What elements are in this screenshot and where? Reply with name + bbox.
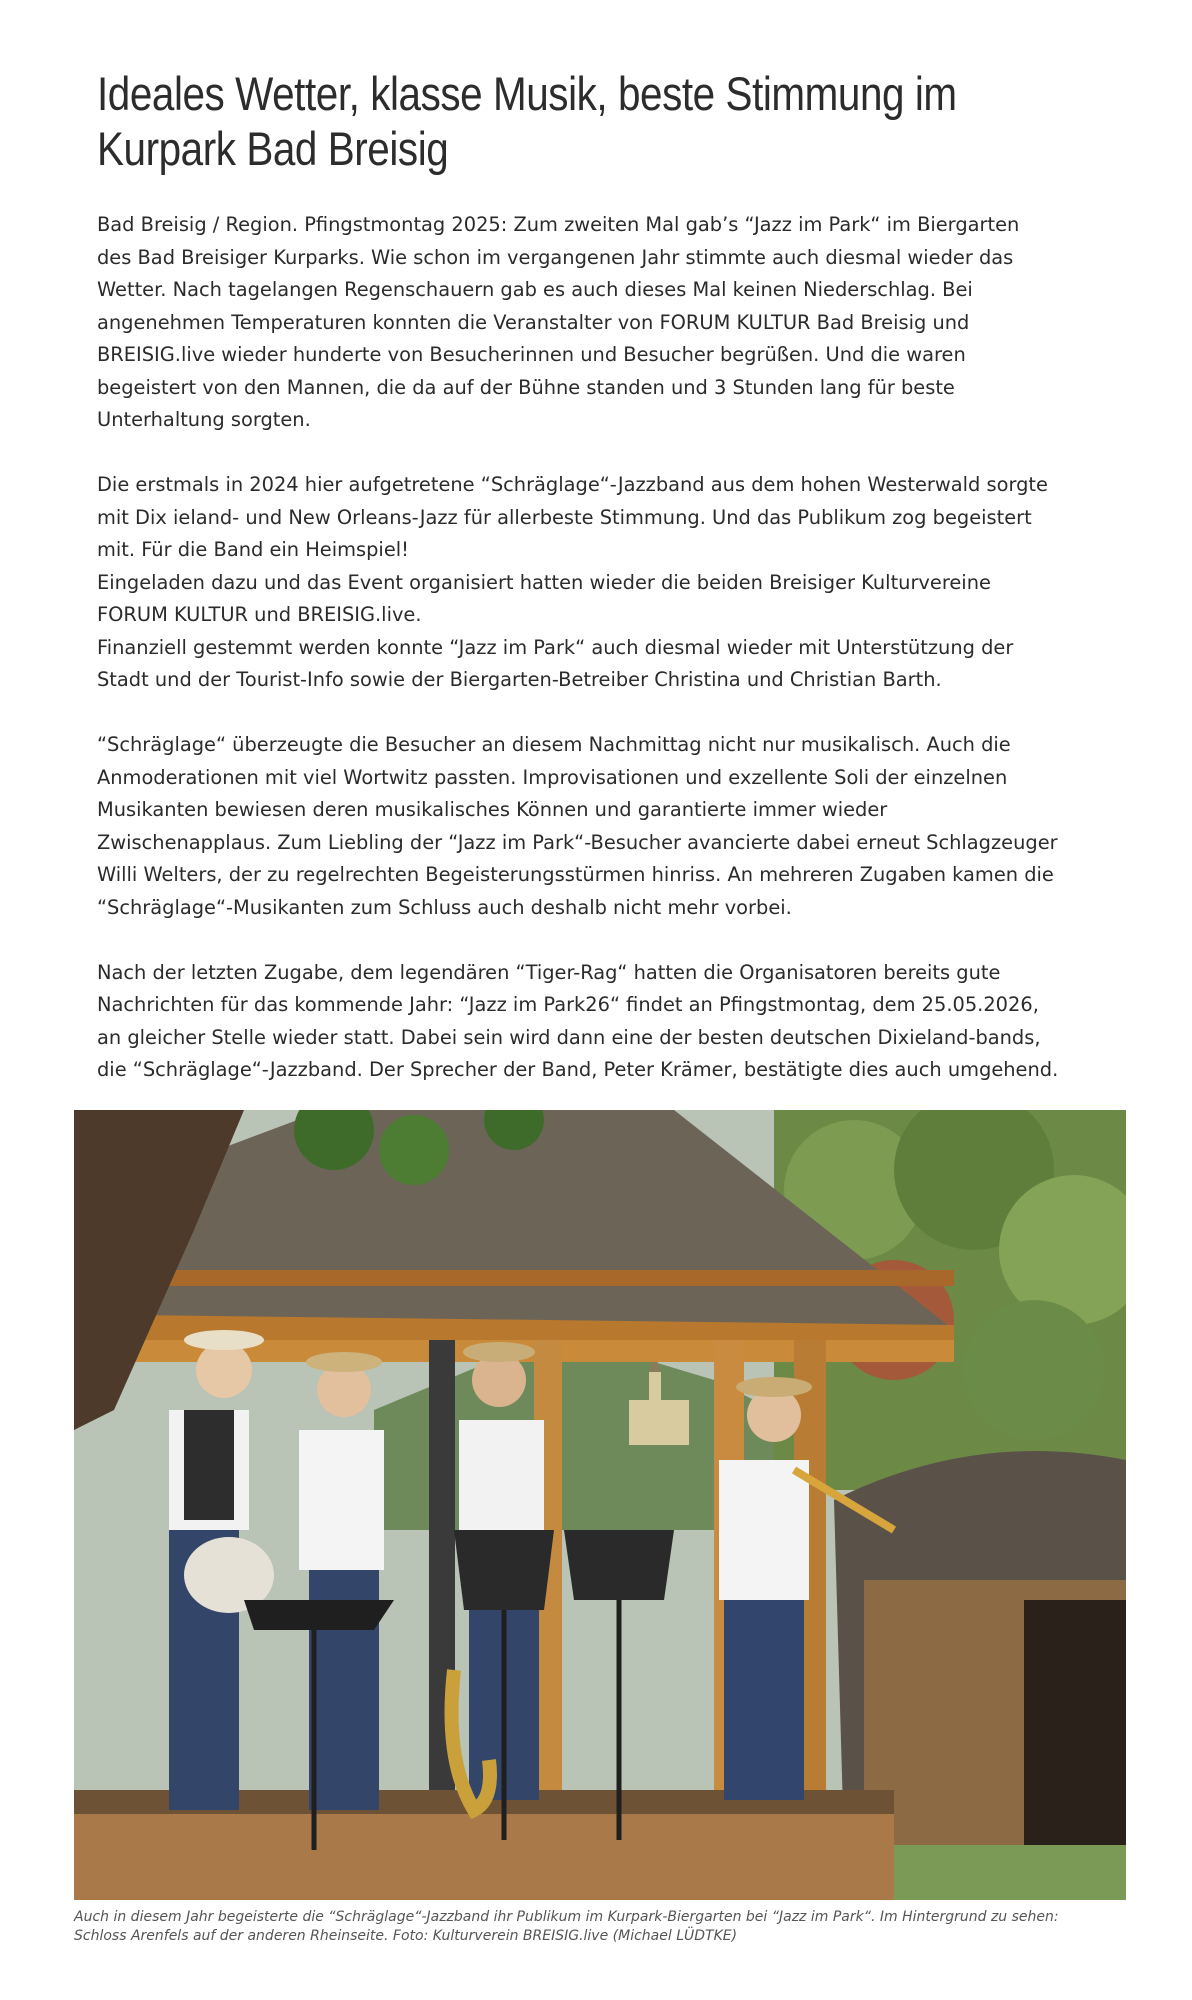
text-line: angenehmen Temperaturen konnten die Veranstalter von FORUM KULTUR Bad Breisig und xyxy=(97,310,970,334)
paragraph-3 xyxy=(97,729,1137,924)
text-line: BREISIG.live wieder hunderte von Besucherinnen und Besucher begrüßen. Und die waren xyxy=(97,343,966,366)
headline-line: Ideales Wetter, klasse Musik, beste Stimmung im xyxy=(97,67,957,120)
text-line: Zwischenapplaus. Zum Liebling der “Jazz im Park“-Besucher avancierte dabei erneut Schlagzeuger xyxy=(97,830,1058,854)
text-line: Anmoderationen mit viel Wortwitz passten. Improvisationen und exzellente Soli der einzelnen xyxy=(97,765,1008,789)
text-line: Eingeladen dazu und das Event organisiert hatten wieder die beiden Breisiger Kulturvereine xyxy=(97,570,991,594)
text-line: die “Schräglage“-Jazzband. Der Sprecher der Band, Peter Krämer, bestätigte dies auch umgehend. xyxy=(97,1058,1059,1081)
paragraph-2 xyxy=(97,469,1137,697)
paragraph-4 xyxy=(97,957,1137,1087)
article-photo xyxy=(74,1110,1126,1900)
text-line: des Bad Breisiger Kurparks. Wie schon im vergangenen Jahr stimmte auch diesmal wieder das xyxy=(97,245,1014,269)
text-line: begeistert von den Mannen, die da auf der Bühne standen und 3 Stunden lang für beste xyxy=(97,375,955,399)
text-line: Wetter. Nach tagelangen Regenschauern gab es auch dieses Mal keinen Niederschlag. Bei xyxy=(97,278,973,301)
text-line: Die erstmals in 2024 hier aufgetretene “Schräglage“-Jazzband aus dem hohen Westerwald sorgte xyxy=(97,473,1048,496)
text-line: Nach der letzten Zugabe, dem legendären “Tiger-Rag“ hatten die Organisatoren bereits gute xyxy=(97,960,1001,984)
text-line: mit. Für die Band ein Heimspiel! xyxy=(97,538,409,561)
text-line: an gleicher Stelle wieder statt. Dabei sein wird dann eine der besten deutschen Dixieland-bands, xyxy=(97,1025,1041,1049)
text-line: Stadt und der Tourist-Info sowie der Biergarten-Betreiber Christina und Christian Barth. xyxy=(97,668,942,691)
article-body xyxy=(97,209,1137,1119)
text-line: Unterhaltung sorgten. xyxy=(97,408,311,431)
caption-line: Schloss Arenfels auf der anderen Rheinseite. Foto: Kulturverein BREISIG.live (Michael LÜDTKE) xyxy=(74,1928,738,1944)
paragraph-1 xyxy=(97,209,1137,437)
headline-line: Kurpark Bad Breisig xyxy=(97,122,449,175)
text-line: Musikanten bewiesen deren musikalisches Können und garantierte immer wieder xyxy=(97,798,888,821)
text-line: Finanziell gestemmt werden konnte “Jazz im Park“ auch diesmal wieder mit Unterstützung der xyxy=(97,635,1014,659)
text-line: Willi Welters, der zu regelrechten Begeisterungsstürmen hinriss. An mehreren Zugaben kamen die xyxy=(97,863,1054,886)
text-line: Nachrichten für das kommende Jahr: “Jazz im Park26“ findet an Pfingstmontag, dem 25.05.2026, xyxy=(97,993,1039,1016)
caption-line: Auch in diesem Jahr begeisterte die “Schräglage“-Jazzband ihr Publikum im Kurpark-Biergarten bei “Jazz im Park“. Im Hintergrund zu sehen: xyxy=(74,1909,1059,1925)
article-headline xyxy=(97,66,1112,176)
text-line: “Schräglage“-Musikanten zum Schluss auch deshalb nicht mehr vorbei. xyxy=(97,895,792,919)
text-line: FORUM KULTUR und BREISIG.live. xyxy=(97,603,422,626)
text-line: “Schräglage“ überzeugte die Besucher an diesem Nachmittag nicht nur musikalisch. Auch die xyxy=(97,733,1011,756)
text-line: mit Dix ieland- und New Orleans-Jazz für allerbeste Stimmung. Und das Publikum zog begeistert xyxy=(97,505,1032,529)
photo-caption xyxy=(74,1908,1134,1946)
band-photo-illustration xyxy=(74,1110,1126,1900)
text-line: Bad Breisig / Region. Pfingstmontag 2025: Zum zweiten Mal gab’s “Jazz im Park“ im Biergarten xyxy=(97,213,1020,236)
